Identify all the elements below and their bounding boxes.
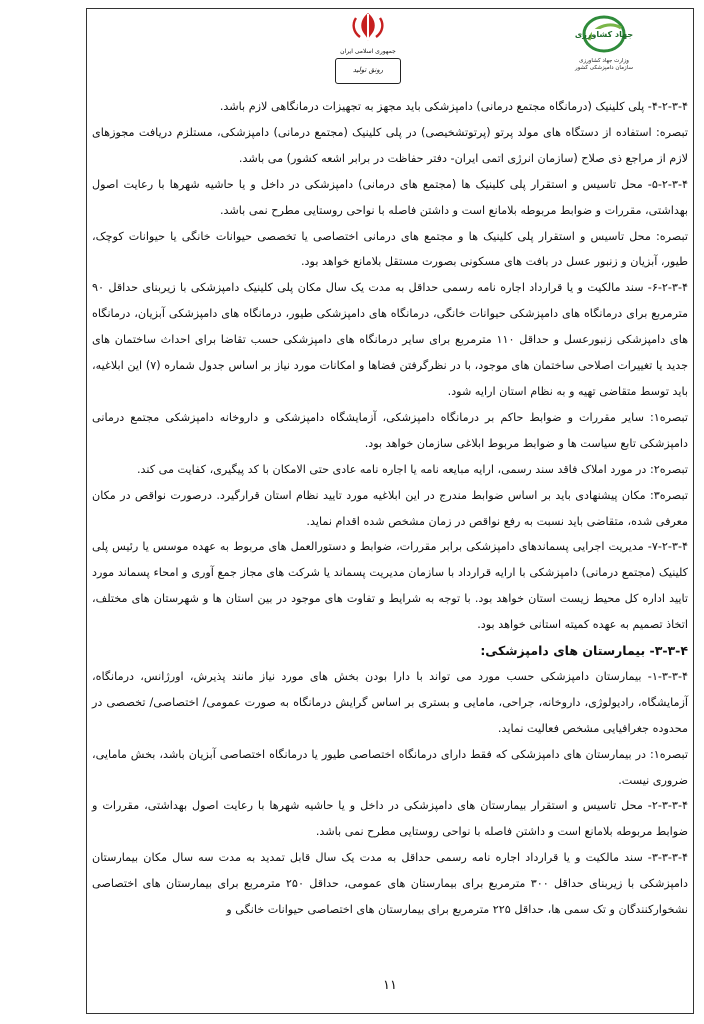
agriculture-ministry-logo — [554, 14, 654, 88]
paragraph: تبصره۱: در بیمارستان های دامپزشکی که فقط دارای درمانگاه اختصاصی طیور یا درمانگاه اختصاصی آبزیان باشد، بخش مامایی، ضروری نیست. — [92, 747, 688, 787]
paragraph: ۵-۲-۳-۴- محل تاسیس و استقرار پلی کلینیک ها (مجتمع های درمانی) دامپزشکی در داخل و یا حاشیه شهرها با رعایت اصول بهداشتی، مقررات و ضوابط مربوطه بلامانع است و داشتن فاصله با نواحی روستایی مطرح نمی باشد. — [92, 177, 688, 217]
paragraph: ۷-۲-۳-۴- مدیریت اجرایی پسماندهای دامپزشکی برابر مقررات، ضوابط و دستورالعمل های مربوط به عهده موسس یا رئیس پلی کلینیک (مجتمع درمانی) دامپزشکی با ارایه قرارداد با سازمان مدیریت پسماند یا شرکت های مجاز جمع آوری و امحاء پسماند مورد تایید اداره کل محیط زیست استان خواهد بود. با توجه به شرایط و تفاوت های موجود در بین استان ها و شهرستان های مختلف، اتخاذ تصمیم به عهده کمیته استانی خواهد بود. — [92, 540, 688, 632]
paragraph: تبصره۱: سایر مقررات و ضوابط حاکم بر درمانگاه دامپزشکی، آزمایشگاه دامپزشکی و داروخانه دامپزشکی مجتمع درمانی دامپزشکی تابع سیاست ها و ضوابط مربوط ابلاغی سازمان خواهد بود. — [92, 410, 688, 450]
iran-emblem-logo — [323, 10, 413, 88]
paragraph: ۳-۳-۳-۴- سند مالکیت و یا قرارداد اجاره نامه رسمی حداقل به مدت یک سال قابل تمدید به مدت سه سال مکان بیمارستان دامپزشکی با زیربنای حداقل ۳۰۰ مترمربع برای بیمارستان های عمومی، حداقل ۲۵۰ مترمربع برای بیمارستان های اختصاصی نشخوارکنندگان و تک سمی ها، حداقل ۲۲۵ مترمربع برای بیمارستان های اختصاصی حیوانات خانگی و — [92, 851, 688, 917]
document-body — [92, 94, 688, 923]
paragraph: ۴-۲-۳-۴- پلی کلینیک (درمانگاه مجتمع درمانی) دامپزشکی باید مجهز به تجهیزات درمانگاهی لازم باشد. — [219, 100, 688, 113]
ministry-caption-1: وزارت جهاد کشاورزی — [579, 58, 629, 64]
emblem-icon — [348, 10, 388, 44]
paragraph: تبصره: استفاده از دستگاه های مولد پرتو (پرتوتشخیصی) در پلی کلینیک (مجتمع درمانی) دامپزشکی، مستلزم دریافت مجوزهای لازم از مراجع ذی صلاح (سازمان انرژی اتمی ایران- دفتر حفاظت در برابر اشعه کشور) می باشد. — [92, 125, 688, 165]
paragraph: تبصره۲: در مورد املاک فاقد سند رسمی، ارایه مبایعه نامه یا اجاره نامه عادی حتی الامکان با کد پیگیری، کفایت می کند. — [136, 462, 688, 476]
page-header — [86, 8, 694, 88]
paragraph: تبصره: محل تاسیس و استقرار پلی کلینیک ها و مجتمع های درمانی اختصاصی یا تخصصی حیوانات خانگی یا حیوانات کوچک، طیور، آبزیان و زنبور عسل در بافت های مسکونی بصورت مستقل بلامانع خواهد بود. — [92, 229, 688, 269]
paragraph: تبصره۳: مکان پیشنهادی باید بر اساس ضوابط مندرج در این ابلاغیه مورد تایید نظام استان قرارگیرد. درصورت نواقص در مکان معرفی شده، متقاضی باید نسبت به رفع نواقص در زمان مشخص شده اقدام نماید. — [92, 488, 688, 528]
paragraph: ۲-۳-۳-۴- محل تاسیس و استقرار بیمارستان های دامپزشکی در داخل و یا حاشیه شهرها با رعایت اصول بهداشتی، مقررات و ضوابط مربوطه بلامانع است و داشتن فاصله با نواحی روستایی مطرح نمی باشد. — [92, 799, 688, 839]
ministry-title: جهاد کشاورزی — [574, 30, 634, 39]
slogan-banner: رونق تولید — [335, 58, 401, 84]
section-heading: ۳-۳-۴- بیمارستان های دامپزشکی: — [480, 643, 688, 659]
page-number: ۱۱ — [383, 978, 397, 993]
paragraph: ۱-۳-۳-۴- بیمارستان دامپزشکی حسب مورد می تواند با دارا بودن بخش های مورد نیاز مانند پذیرش، اورژانس، درمانگاه، آزمایشگاه، رادیولوژی، داروخانه، جراحی، مامایی و بستری بر اساس گرایش درمانگاه به صورت عمومی/ اختصاصی/ تخصصی در محدوده جغرافیایی مشخص فعالیت نماید. — [92, 669, 688, 735]
ministry-caption-2: سازمان دامپزشکی کشور — [575, 65, 633, 71]
paragraph: ۶-۲-۳-۴- سند مالکیت و یا قرارداد اجاره نامه رسمی حداقل به مدت یک سال مکان پلی کلینیک دامپزشکی با زیربنای حداقل ۹۰ مترمربع برای درمانگاه های دامپزشکی حیوانات خانگی، درمانگاه های دامپزشکی طیور، درمانگاه های دامپزشکی آبزیان، درمانگاه های دامپزشکی زنبورعسل و حداقل ۱۱۰ مترمربع برای سایر درمانگاه های دامپزشکی حسب تقاضا برای احداث ساختمان های جدید یا تغییرات اصلاحی ساختمان های موجود، با در نظرگرفتن فضاها و امکانات مورد نیاز بر اساس جدول شماره (۷) این ابلاغیه، باید توسط متقاضی تهیه و به نظام استان ارایه شود. — [92, 281, 689, 398]
emblem-caption: جمهوری اسلامی ایران — [340, 48, 396, 55]
